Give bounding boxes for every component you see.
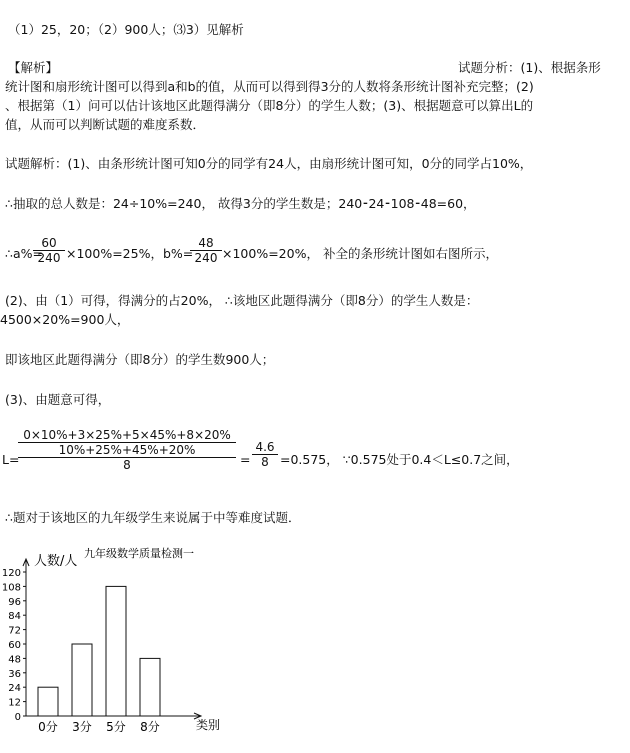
l-result: =0.575， ∵0.575处于0.4＜L≤0.7之间， [280,452,519,467]
solution-line-2: ∴抽取的总人数是：24÷10%=240， 故得3分的学生数是；240⁃24⁃108⁃48=60， [5,196,476,211]
fraction-b [190,236,222,265]
analysis-label: 【解析】 [8,60,59,75]
l-fraction-2 [252,440,278,469]
bar-chart [0,543,240,743]
category-label: 5分 [106,720,126,734]
bar-0分 [38,687,58,716]
y-tick-label: 60 [8,640,21,651]
analysis-intro: 试题分析：(1)、根据条形 [458,60,601,75]
category-label: 3分 [72,720,92,734]
bar-3分 [72,644,92,716]
y-tick-label: 84 [8,611,21,623]
bar-5分 [106,586,126,716]
y-tick-label: 48 [8,654,21,666]
solution-line-6: 即该地区此题得满分（即8分）的学生数900人； [5,352,275,367]
y-tick-label: 108 [1,582,21,594]
l-fraction-2-denominator: 8 [261,455,269,469]
fraction-a-numerator: 60 [33,236,65,251]
y-axis-label: 人数/人 [34,554,78,569]
l-big-fraction [18,428,236,472]
l-numerator-bottom: 10%+25%+45%+20% [18,442,236,458]
y-tick-label: 0 [14,712,21,723]
chart-title: 九年级数学质量检测一 [84,547,194,560]
fraction-a [33,236,65,265]
answer-line: （1）25，20；（2）900人；⑶3）见解析 [8,22,244,37]
solution-line-5: 4500×20%=900人， [0,312,130,327]
y-tick-label: 72 [8,625,21,637]
y-tick-label: 12 [8,697,21,709]
fraction-b-denominator: 240 [194,251,218,265]
solution-line-1: 试题解析：(1)、由条形统计图可知0分的同学有24人，由扇形统计图可知，0分的同学占10%， [5,156,533,171]
solution-line-3-prefix: ∴a%= [5,246,43,261]
y-tick-label: 96 [8,596,21,608]
analysis-line-2: 统计图和扇形统计图可以得到a和b的值，从而可以得到得3分的人数将条形统计图补充完整；(2) [5,79,534,94]
category-label: 0分 [38,720,58,734]
fraction-a-denominator: 240 [37,251,61,265]
solution-line-7: (3)、由题意可得， [5,392,111,407]
y-tick-label: 24 [8,683,21,695]
l-equals: = [240,452,251,467]
solution-line-8: ∴题对于该地区的九年级学生来说属于中等难度试题． [5,510,301,525]
y-tick-label: 36 [8,668,21,680]
l-prefix: L= [2,452,20,467]
solution-line-4: (2)、由（1）可得，得满分的占20%， ∴该地区此题得满分（即8分）的学生人数是： [5,293,479,308]
bar-8分 [140,658,160,716]
analysis-line-4: 值，从而可以判断试题的难度系数． [5,117,206,132]
l-denominator: 8 [123,458,131,472]
y-tick-label: 120 [1,568,21,579]
analysis-line-3: 、根据第（1）问可以估计该地区此题得满分（即8分）的学生人数；(3)、根据题意可以算出L的 [5,98,534,113]
x-axis-label: 类别 [196,718,221,732]
l-fraction-2-numerator: 4.6 [252,440,278,455]
fraction-b-numerator: 48 [190,236,222,251]
solution-line-3-suffix: ×100%=20%， 补全的条形统计图如右图所示， [222,246,498,261]
l-numerator-top: 0×10%+3×25%+5×45%+8×20% [23,428,231,442]
category-label: 8分 [140,720,160,734]
solution-line-3-middle: ×100%=25%，b%= [66,246,194,261]
